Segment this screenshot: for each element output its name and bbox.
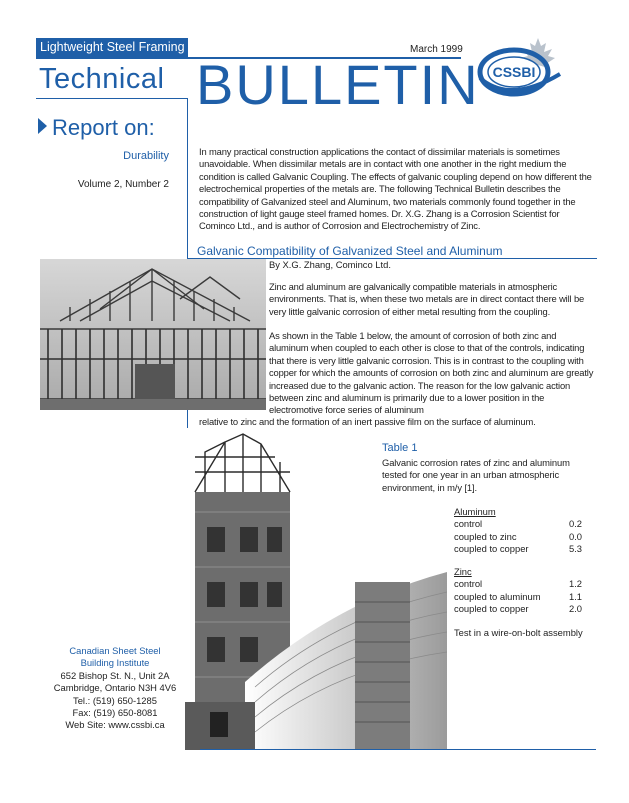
article-paragraph-2: As shown in the Table 1 below, the amount of corrosion of both zinc and aluminum when coupled to each other is close to that of the controls, indicating that there is very little galvanic corrosion. This is in contrast to the coupling with copper for which the amounts of corrosion on both zinc and aluminum are greatly increased due to the galvanic action. The reason for the low galvanic action between zinc and aluminum is primarily due to a lower position in the electromotive force series of aluminum: [269, 330, 594, 416]
group-heading: Zinc: [454, 566, 472, 577]
street-address: 652 Bishop St. N., Unit 2A: [60, 669, 170, 681]
technical-rule: [36, 98, 188, 99]
article-title: Galvanic Compatibility of Galvanized Steel and Aluminum: [197, 244, 503, 258]
address-block: [40, 645, 190, 732]
table-row: [454, 591, 582, 604]
aluminum-table-group: [454, 506, 582, 556]
volume-label: Volume 2, Number 2: [77, 179, 169, 190]
steel-framed-house-photo: [40, 259, 266, 410]
article-paragraph-1: Zinc and aluminum are galvanically compatible materials in atmospheric environments. That is, when these two metals are in direct contact there will be very little galvanic corrosion of either metal resulting from the coupling.: [269, 281, 585, 317]
website: Web Site: www.cssbi.ca: [65, 719, 165, 731]
table-title: Table 1: [382, 442, 418, 454]
series-banner: Lightweight Steel Framing: [36, 38, 188, 57]
org-name-line-2: Building Institute: [80, 657, 150, 669]
intro-paragraph: In many practical construction applications the contact of dissimilar materials is sometimes unavoidable. When dissimilar metals are in contact with one another in the right medium the condition is called Galvanic Coupling. The effects of galvanic coupling depend on how different the electrochemical properties of the metals are. The following Technical Bulletin describes the compatibility of Galvanized steel and Aluminum, two materials commonly found together in the construction of light gauge steel framed homes. Dr. X.G. Zhang is a Corrosion Scientist for Cominco Ltd., and is author of Corrosion and Electrochemistry of Zinc.: [199, 146, 592, 232]
zinc-table-group: [454, 566, 582, 616]
issue-date: March 1999: [410, 44, 463, 55]
bulletin-heading: BULLETIN: [196, 53, 480, 116]
telephone: Tel.: (519) 650-1285: [73, 694, 157, 706]
table-row: [454, 603, 582, 616]
article-paragraph-3: relative to zinc and the formation of an inert passive film on the surface of aluminum.: [199, 416, 536, 427]
row-label: coupled to zinc: [454, 530, 517, 542]
row-label: control: [454, 518, 483, 529]
svg-text:CSSBI: CSSBI: [492, 64, 536, 80]
row-label: coupled to aluminum: [454, 590, 541, 602]
group-heading: Aluminum: [454, 506, 496, 517]
table-caption: Galvanic corrosion rates of zinc and aluminum tested for one year in an urban atmospheric environment, in m/y [1].: [382, 457, 570, 493]
row-value: 1.1: [568, 590, 582, 602]
city-address: Cambridge, Ontario N3H 4V6: [53, 682, 177, 694]
article-byline: By X.G. Zhang, Cominco Ltd.: [269, 259, 391, 270]
table-row: [454, 531, 582, 544]
footer-rule: [200, 749, 596, 750]
org-name-line-1: Canadian Sheet Steel: [69, 645, 161, 656]
row-label: coupled to copper: [454, 603, 529, 615]
table-row: [454, 518, 582, 531]
row-label: control: [454, 578, 483, 589]
table-row: [454, 543, 582, 556]
table-row: [454, 578, 582, 591]
row-value: 0.0: [568, 530, 582, 542]
report-on-label: [38, 115, 155, 141]
triangle-bullet-icon: [38, 118, 47, 134]
row-value: 2.0: [568, 603, 582, 615]
row-value: 0.2: [568, 518, 582, 529]
cssbi-logo: [470, 34, 570, 98]
technical-heading: Technical: [39, 63, 165, 95]
row-value: 5.3: [568, 543, 582, 555]
report-on-text: Report on:: [52, 115, 155, 140]
row-label: coupled to copper: [454, 543, 529, 555]
topic-label: Durability: [123, 150, 169, 162]
table-note: Test in a wire-on-bolt assembly: [454, 627, 583, 638]
row-value: 1.2: [568, 578, 582, 589]
fax: Fax: (519) 650-8081: [72, 707, 158, 719]
